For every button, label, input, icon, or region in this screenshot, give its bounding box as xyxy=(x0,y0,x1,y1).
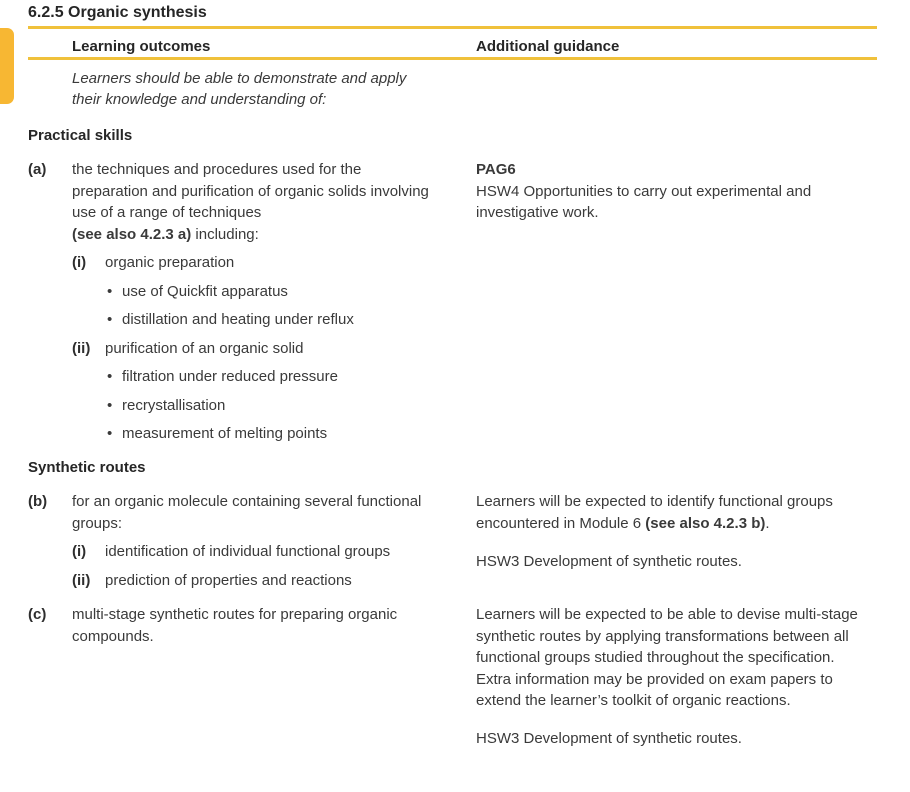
sub-item-b-ii xyxy=(72,570,436,592)
section-bookmark-tab xyxy=(0,28,14,104)
item-c-paragraph: multi-stage synthetic routes for preparing organic compounds. xyxy=(72,606,398,645)
item-b-guidance-paragraph xyxy=(476,491,877,534)
item-c-guidance-hsw: HSW3 Development of synthetic routes. xyxy=(476,729,742,747)
bullet-dot-icon: • xyxy=(107,282,113,300)
item-a-paragraph xyxy=(72,159,436,245)
heading-practical-skills: Practical skills xyxy=(28,126,133,144)
bullet-text-filtration: filtration under reduced pressure xyxy=(122,368,338,385)
item-b-guidance-tail: . xyxy=(765,514,770,532)
bullet-text-distillation: distillation and heating under reflux xyxy=(122,311,354,328)
item-a-lead: the techniques and procedures used for the preparation and purification of organic solids involving use of a range of techniques xyxy=(72,161,429,221)
item-c-guidance xyxy=(476,604,877,749)
item-a-guidance-hsw: HSW4 Opportunities to carry out experimental and investigative work. xyxy=(476,182,812,221)
item-b-paragraph: for an organic molecule containing several functional groups: xyxy=(72,493,422,532)
row-item-c xyxy=(28,604,877,749)
sub-item-a-ii xyxy=(72,338,436,360)
item-c-outcomes xyxy=(72,604,476,647)
bullet-item xyxy=(72,309,436,331)
page-content xyxy=(28,0,877,749)
bullet-item xyxy=(72,366,436,388)
intro-statement: Learners should be able to demonstrate and apply their knowledge and understanding of: xyxy=(72,69,407,108)
item-c-guidance-para1: Learners will be expected to be able to devise multi-stage synthetic routes by applying transformations between all functional groups studied throughout the specification. xyxy=(476,606,858,666)
item-a-ref-group xyxy=(72,226,259,243)
bullet-text-melting-points: measurement of melting points xyxy=(122,425,328,442)
sub-item-b-i xyxy=(72,541,436,563)
item-a-marker: (a) xyxy=(28,161,47,178)
bullet-dot-icon: • xyxy=(107,368,113,385)
row-item-a xyxy=(28,159,877,445)
item-a-outcomes xyxy=(72,159,476,445)
bullet-text-recrystallisation: recrystallisation xyxy=(122,396,226,414)
item-b-outcomes xyxy=(72,491,476,591)
bullet-dot-icon: • xyxy=(107,425,113,442)
item-b-guidance xyxy=(476,491,877,573)
sub-item-b-i-text: identification of individual functional groups xyxy=(105,543,391,560)
divider-header xyxy=(28,57,877,60)
heading-synthetic-routes: Synthetic routes xyxy=(28,458,146,476)
sub-item-b-i-marker: (i) xyxy=(72,543,87,560)
bullet-dot-icon: • xyxy=(107,311,113,328)
bullet-text-quickfit: use of Quickfit apparatus xyxy=(122,282,288,300)
row-item-b xyxy=(28,491,877,591)
sub-item-a-i-text: organic preparation xyxy=(105,254,235,271)
item-a-guidance-pag: PAG6 xyxy=(476,161,516,178)
sub-item-a-i-marker: (i) xyxy=(72,254,87,271)
item-b-cross-reference: (see also 4.2.3 b) xyxy=(645,514,766,532)
column-header-learning-outcomes: Learning outcomes xyxy=(72,37,211,55)
item-b-guidance-hsw: HSW3 Development of synthetic routes. xyxy=(476,553,742,570)
bullet-dot-icon: • xyxy=(107,396,113,414)
bullet-item xyxy=(72,395,436,417)
section-title: 6.2.5 Organic synthesis xyxy=(28,4,207,21)
column-header-additional-guidance: Additional guidance xyxy=(476,37,620,55)
item-b-marker: (b) xyxy=(28,493,48,510)
sub-item-a-ii-marker: (ii) xyxy=(72,339,91,357)
sub-item-a-i xyxy=(72,252,436,274)
item-a-cross-reference: (see also 4.2.3 a) xyxy=(72,225,192,243)
sub-item-b-ii-text: prediction of properties and reactions xyxy=(105,571,352,589)
sub-item-b-ii-marker: (ii) xyxy=(72,571,91,589)
intro-row xyxy=(28,68,877,111)
item-a-guidance xyxy=(476,159,877,224)
sub-item-a-ii-text: purification of an organic solid xyxy=(105,339,304,357)
table-header-row xyxy=(28,29,877,58)
item-b-guidance-lead: Learners will be expected to identify functional groups encountered in Module 6 xyxy=(476,493,833,532)
item-a-tail: including: xyxy=(191,225,259,243)
bullet-item xyxy=(72,281,436,303)
item-c-guidance-para2: Extra information may be provided on exam papers to extend the learner’s toolkit of organic reactions. xyxy=(476,670,833,709)
bullet-item xyxy=(72,423,436,445)
item-c-marker: (c) xyxy=(28,606,47,623)
